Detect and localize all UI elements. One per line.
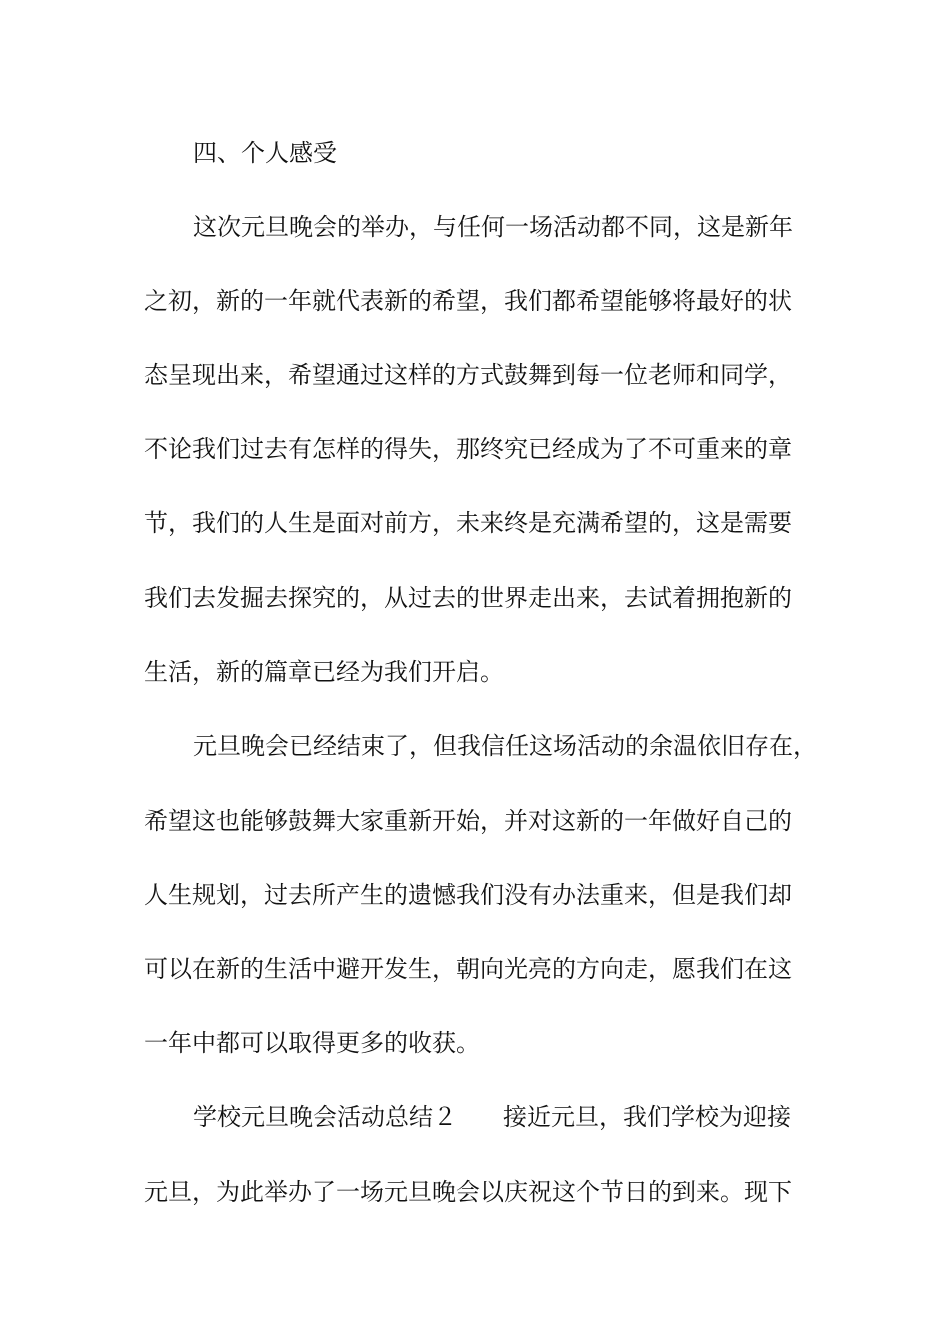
section-heading: 四、个人感受 [193,139,337,167]
paragraph-line: 态呈现出来，希望通过这样的方式鼓舞到每一位老师和同学， [144,361,792,389]
paragraph-line: 元旦，为此举办了一场元旦晚会以庆祝这个节日的到来。现下 [144,1178,792,1206]
paragraph-line: 元旦晚会已经结束了，但我信任这场活动的余温依旧存在， [193,732,817,760]
summary-title: 学校元旦晚会活动总结２ [193,1103,457,1131]
paragraph-line: 节，我们的人生是面对前方，未来终是充满希望的，这是需要 [144,509,792,537]
paragraph-line: 之初，新的一年就代表新的希望，我们都希望能够将最好的状 [144,287,792,315]
paragraph-line: 这次元旦晚会的举办，与任何一场活动都不同，这是新年 [193,213,793,241]
summary-lead: 接近元旦，我们学校为迎接 [503,1103,791,1131]
paragraph-line: 一年中都可以取得更多的收获。 [144,1029,480,1057]
paragraph-line: 可以在新的生活中避开发生，朝向光亮的方向走，愿我们在这 [144,955,792,983]
summary-heading-line [193,1097,873,1137]
paragraph-line: 不论我们过去有怎样的得失，那终究已经成为了不可重来的章 [144,435,792,463]
paragraph-line: 生活，新的篇章已经为我们开启。 [144,658,504,686]
paragraph-line: 希望这也能够鼓舞大家重新开始，并对这新的一年做好自己的 [144,807,792,835]
paragraph-line: 人生规划，过去所产生的遗憾我们没有办法重来，但是我们却 [144,881,792,909]
paragraph-line: 我们去发掘去探究的，从过去的世界走出来，去试着拥抱新的 [144,584,792,612]
